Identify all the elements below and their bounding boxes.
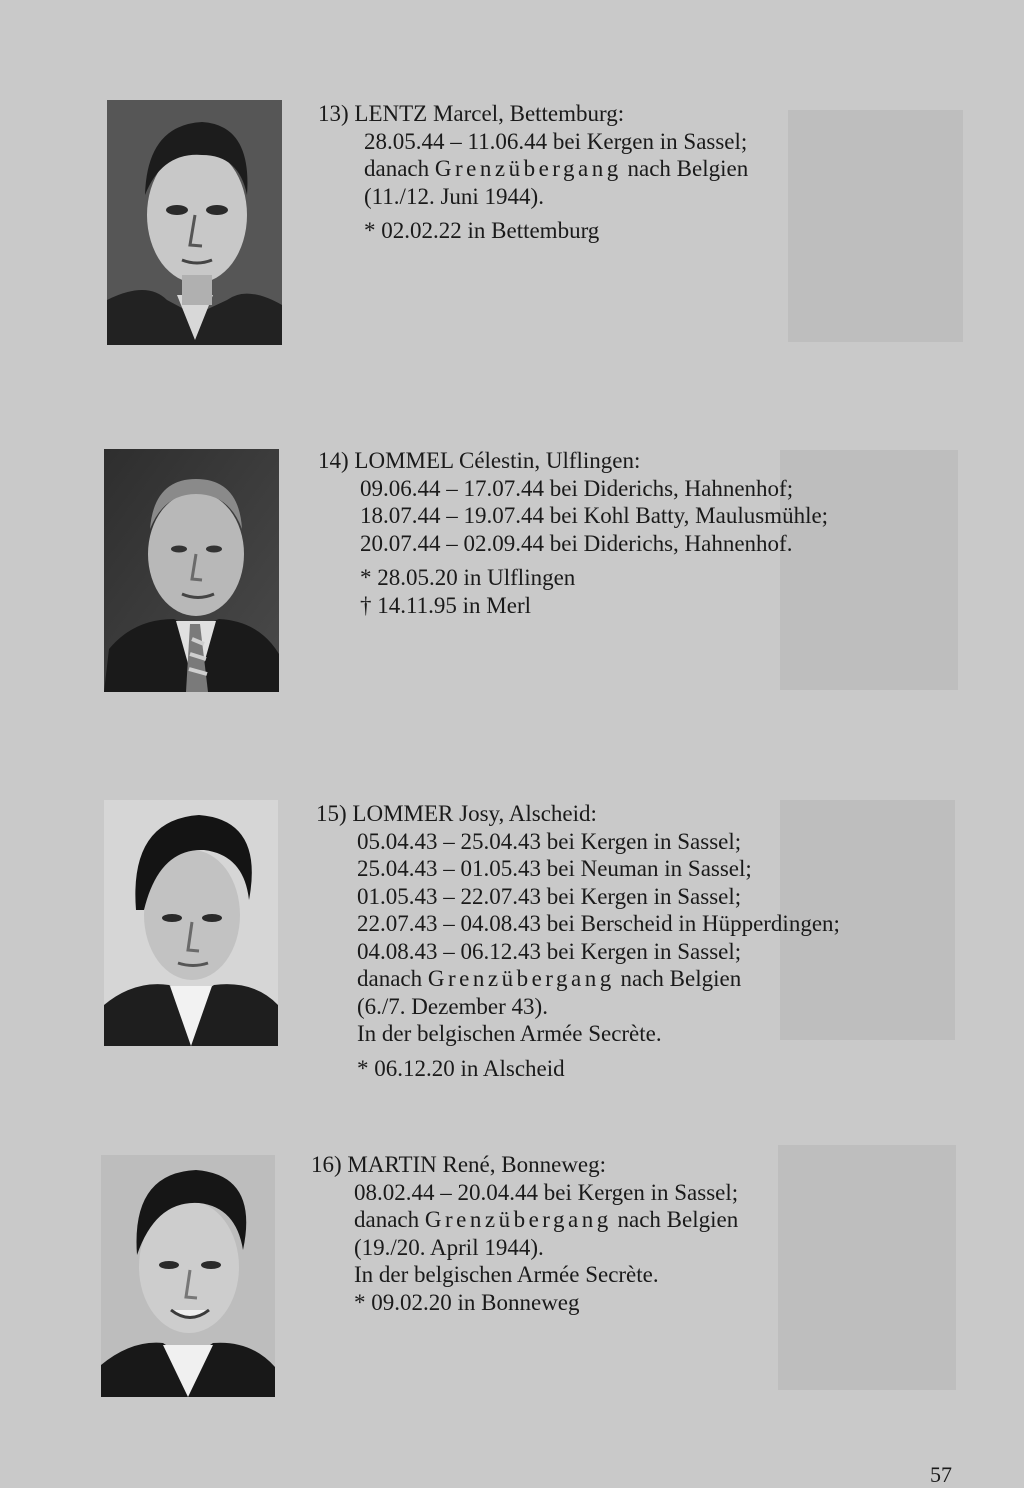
crossing-line	[318, 155, 748, 183]
crossing-suffix: nach Belgien	[627, 156, 749, 181]
entry-number: 13)	[318, 101, 349, 126]
stay-line: 05.04.43 – 25.04.43 bei Kergen in Sassel;	[357, 828, 742, 854]
crossing-suffix: nach Belgien	[617, 1207, 739, 1232]
entry-number: 14)	[318, 448, 349, 473]
portrait-photo	[104, 800, 278, 1046]
crossing-prefix: danach	[357, 966, 423, 991]
birth-line: * 09.02.20 in Bonneweg	[354, 1289, 580, 1315]
person-name: MARTIN René, Bonneweg:	[347, 1152, 607, 1177]
bleed-through-photo	[788, 110, 963, 342]
entry-text	[318, 447, 828, 619]
crossing-line	[311, 1206, 738, 1234]
crossing-prefix: danach	[354, 1207, 420, 1232]
death-line: † 14.11.95 in Merl	[360, 592, 531, 618]
entry-number: 15)	[316, 801, 347, 826]
stay-line: 09.06.44 – 17.07.44 bei Diderichs, Hahnenhof;	[360, 475, 794, 501]
crossing-word: Grenzübergang	[424, 1207, 612, 1232]
crossing-date: (19./20. April 1944).	[354, 1234, 544, 1260]
portrait-lentz	[107, 100, 282, 345]
portrait-martin	[101, 1155, 275, 1397]
stay-line: 25.04.43 – 01.05.43 bei Neuman in Sassel;	[357, 856, 752, 881]
portrait-lommer	[104, 800, 278, 1046]
crossing-date: (6./7. Dezember 43).	[357, 993, 548, 1019]
stay-line: 22.07.43 – 04.08.43 bei Berscheid in Hüpperdingen;	[357, 911, 840, 936]
birth-line: * 28.05.20 in Ulflingen	[360, 565, 576, 590]
bleed-through-photo	[778, 1145, 956, 1390]
stay-line: 08.02.44 – 20.04.44 bei Kergen in Sassel;	[354, 1179, 739, 1205]
person-name: LOMMER Josy, Alscheid:	[352, 801, 597, 826]
person-name: LENTZ Marcel, Bettemburg:	[354, 101, 625, 126]
crossing-word: Grenzübergang	[434, 156, 622, 181]
entry-number: 16)	[311, 1152, 342, 1177]
entry-text	[311, 1151, 738, 1316]
stay-line: 20.07.44 – 02.09.44 bei Diderichs, Hahnenhof.	[360, 530, 793, 556]
stay-line: 18.07.44 – 19.07.44 bei Kohl Batty, Maulusmühle;	[360, 503, 829, 528]
entry-text	[316, 800, 840, 1082]
portrait-photo	[104, 449, 279, 692]
stay-line: 01.05.43 – 22.07.43 bei Kergen in Sassel;	[357, 883, 742, 909]
portrait-photo	[101, 1155, 275, 1397]
birth-line: * 02.02.22 in Bettemburg	[364, 218, 600, 243]
service-line: In der belgischen Armée Secrète.	[357, 1021, 662, 1046]
stay-line: 28.05.44 – 11.06.44 bei Kergen in Sassel;	[364, 128, 748, 154]
portrait-photo	[107, 100, 282, 345]
crossing-date: (11./12. Juni 1944).	[364, 183, 544, 209]
portrait-lommel	[104, 449, 279, 692]
crossing-word: Grenzübergang	[427, 966, 615, 991]
crossing-line	[316, 965, 840, 993]
service-line: In der belgischen Armée Secrète.	[354, 1262, 659, 1287]
person-name: LOMMEL Célestin, Ulflingen:	[354, 448, 641, 473]
page-number: 57	[930, 1462, 952, 1487]
birth-line: * 06.12.20 in Alscheid	[357, 1055, 565, 1081]
entry-text	[318, 100, 748, 245]
stay-line: 04.08.43 – 06.12.43 bei Kergen in Sassel;	[357, 938, 742, 964]
crossing-prefix: danach	[364, 156, 430, 181]
crossing-suffix: nach Belgien	[620, 966, 742, 991]
